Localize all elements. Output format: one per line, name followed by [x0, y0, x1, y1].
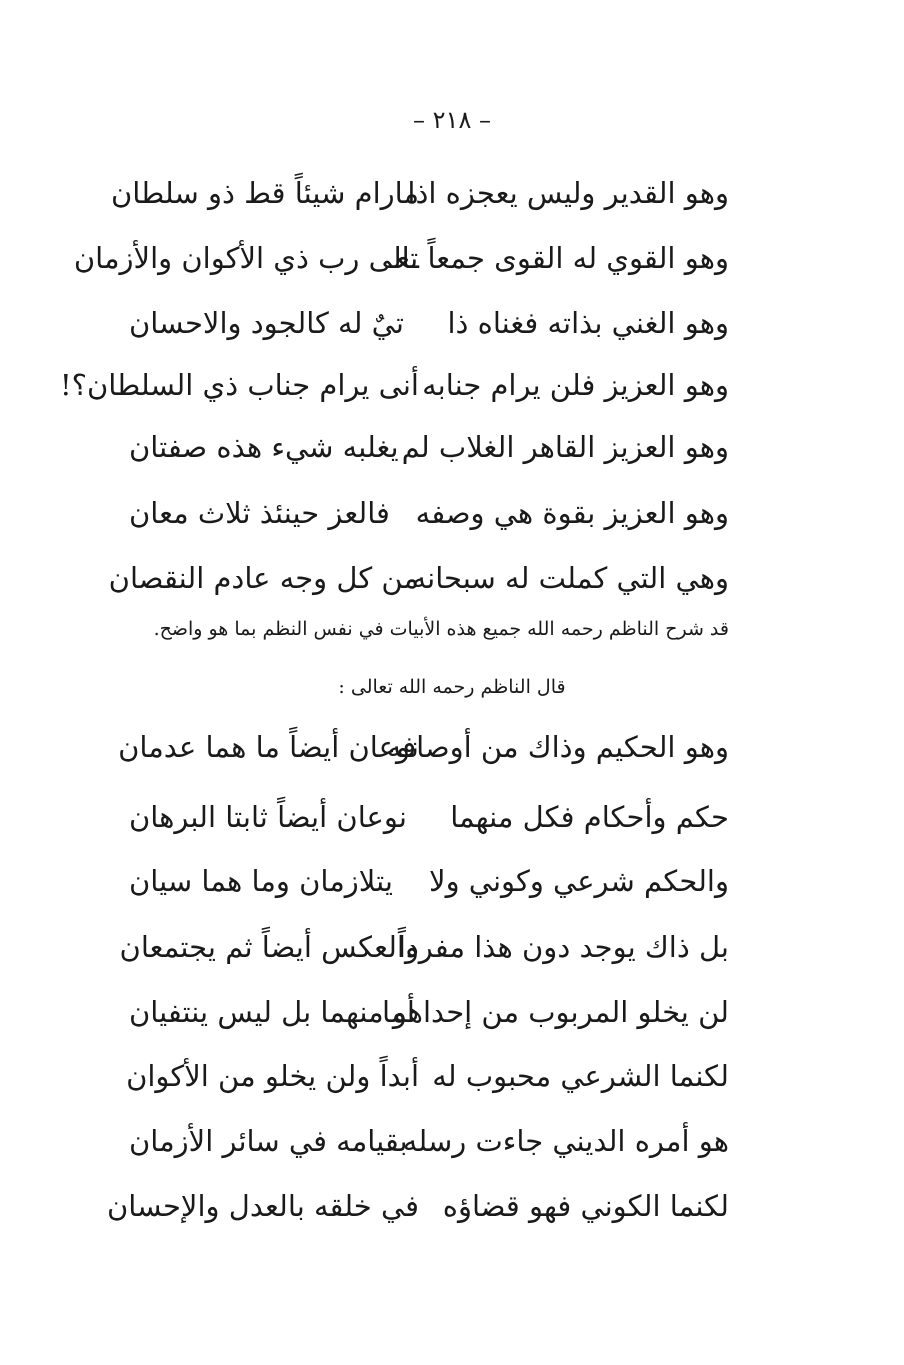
verse-line [129, 792, 729, 842]
verse-line [126, 1051, 729, 1101]
verse-first-hemistich: لكنما الشرعي محبوب له [432, 1059, 729, 1093]
page-number: – ٢١٨ – [413, 106, 491, 134]
verse-second-hemistich: تيٌ له كالجود والاحسان [129, 306, 404, 340]
verse-line [119, 922, 729, 972]
verse-first-hemistich: وهو العزيز القاهر الغلاب لم [401, 430, 729, 464]
verse-second-hemistich: في خلقه بالعدل والإحسان [107, 1189, 419, 1223]
verse-second-hemistich: يتلازمان وما هما سيان [129, 864, 393, 898]
verse-second-hemistich: نوعان أيضاً ثابتا البرهان [129, 800, 407, 834]
verse-second-hemistich: ـالى رب ذي الأكوان والأزمان [73, 241, 419, 275]
verse-line [129, 488, 729, 538]
verse-first-hemistich: لن يخلو المربوب من إحداهما [382, 995, 729, 1029]
verse-first-hemistich: هو أمره الديني جاءت رسله [402, 1124, 729, 1158]
verse-first-hemistich: لكنما الكوني فهو قضاؤه [442, 1189, 729, 1223]
verse-first-hemistich: والحكم شرعي وكوني ولا [429, 864, 729, 898]
verse-second-hemistich: فالعز حينئذ ثلاث معان [129, 496, 390, 530]
verse-line [129, 298, 729, 348]
verse-first-hemistich: وهي التي كملت له سبحانه [411, 561, 729, 595]
verse-first-hemistich: وهو العزيز فلن يرام جنابه [422, 368, 729, 402]
verse-second-hemistich: مارام شيئاً قط ذو سلطان [110, 176, 419, 210]
verse-second-hemistich: أنى يرام جناب ذي السلطان؟! [59, 368, 419, 402]
verse-second-hemistich: أبداً ولن يخلو من الأكوان [126, 1059, 419, 1093]
verse-second-hemistich: بقيامه في سائر الأزمان [129, 1124, 408, 1158]
verse-line [73, 233, 729, 283]
verse-line [118, 722, 729, 772]
verse-line [110, 168, 729, 218]
verse-second-hemistich: والعكس أيضاً ثم يجتمعان [119, 930, 419, 964]
verse-line [59, 360, 729, 410]
verse-second-hemistich: نوعان أيضاً ما هما عدمان [118, 730, 419, 764]
verse-first-hemistich: وهو الغني بذاته فغناه ذا [447, 306, 729, 340]
verse-line [129, 422, 729, 472]
verse-line [129, 856, 729, 906]
verse-second-hemistich: أو منهما بل ليس ينتفيان [129, 995, 415, 1029]
verse-line [129, 1116, 729, 1166]
verse-second-hemistich: من كل وجه عادم النقصان [108, 561, 419, 595]
commentary-note: قد شرح الناظم رحمه الله جميع هذه الأبيات في نفس النظم بما هو واضح. [153, 618, 729, 640]
verse-first-hemistich: بل ذاك يوجد دون هذا مفرداً [397, 930, 729, 964]
verse-first-hemistich: وهو الحكيم وذاك من أوصافه [386, 730, 729, 764]
verse-first-hemistich: وهو القوي له القوى جمعاً تعـ [387, 241, 729, 275]
verse-line [108, 553, 729, 603]
verse-line [107, 1181, 729, 1231]
verse-line [129, 987, 729, 1037]
verse-first-hemistich: حكم وأحكام فكل منهما [450, 800, 729, 834]
verse-first-hemistich: وهو القدير وليس يعجزه اذا [407, 176, 729, 210]
section-intro: قال الناظم رحمه الله تعالى : [338, 676, 566, 698]
verse-second-hemistich: يغلبه شيء هذه صفتان [129, 430, 399, 464]
verse-first-hemistich: وهو العزيز بقوة هي وصفه [415, 496, 729, 530]
